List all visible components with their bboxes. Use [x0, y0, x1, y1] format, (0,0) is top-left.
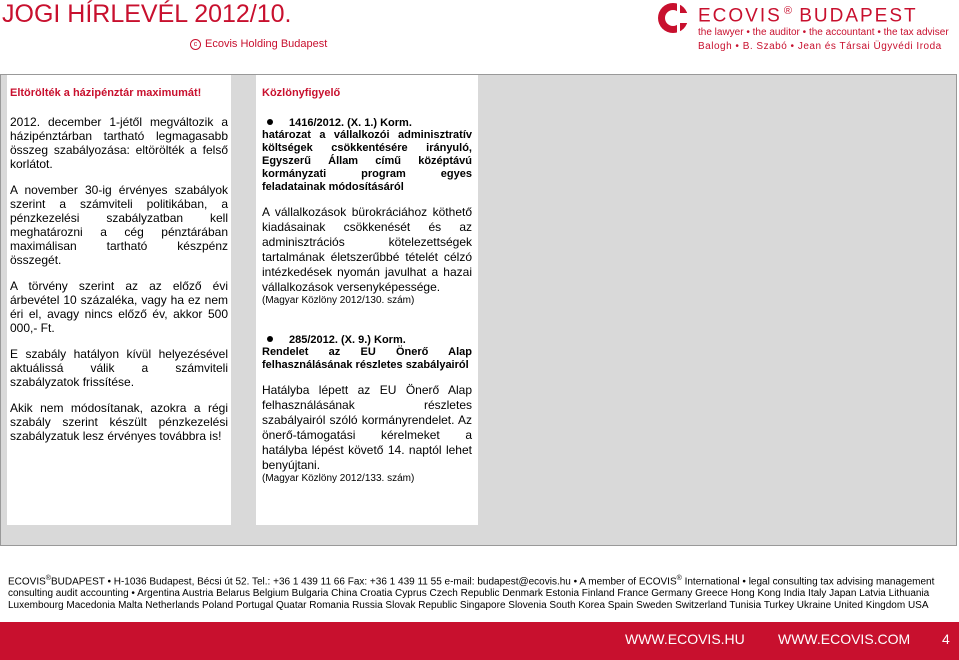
- page-number: 4: [942, 631, 950, 647]
- newsletter-title: JOGI HÍRLEVÉL 2012/10.: [2, 0, 292, 28]
- footer-line-3: Luxembourg Macedonia Malta Netherlands Poland Portugal Quatar Romania Russia Slovak Republic Singapore Slovenia South Korea Spain Sweden Switzerland Tunisia Turkey Ukraine United Kingdom USA: [8, 600, 929, 612]
- gazette-item-body: Hatályba lépett az EU Önerő Alap felhasználásának részletes szabályairól szóló kormányrendelet. Az önerő-támogatási kérelmeket a hatályba lépést követő 14. naptól lehet benyújtani. (Magyar Közlöny 2012/133. szám): [262, 383, 472, 484]
- bullet-icon: [267, 336, 273, 342]
- tagline: the lawyer • the auditor • the accountant • the tax adviser: [698, 27, 949, 38]
- right-column: [256, 75, 478, 525]
- gazette-item-ref: 285/2012. (X. 9.) Korm.: [267, 334, 472, 346]
- gazette-source: (Magyar Közlöny 2012/133. szám): [262, 473, 415, 484]
- right-heading: Közlönyfigyelő: [262, 87, 341, 99]
- left-column: [7, 75, 231, 525]
- left-heading: Eltörölték a házipénztár maximumát!: [10, 87, 202, 99]
- footer-line-1: ECOVIS®BUDAPEST • H-1036 Budapest, Bécsi út 52. Tel.: +36 1 439 11 66 Fax: +36 1 439 11 55 e-mail: budapest@ecovis.hu • A member of ECOVIS® International • legal consulting tax advising management: [8, 575, 935, 588]
- left-paragraph: E szabály hatályon kívül helyezésével aktuálissá válik a számviteli szabályzatok frissítése.: [10, 347, 228, 389]
- left-body: [10, 115, 228, 455]
- law-firm-name: Balogh • B. Szabó • Jean és Társai Ügyvédi Iroda: [698, 41, 942, 52]
- left-paragraph: 2012. december 1-jétől megváltozik a házipénztárban tartható legmagasabb összeg szabályozása: eltörölték a felső korlátot.: [10, 115, 228, 171]
- footer-contact: [8, 573, 953, 612]
- footer-line-2: consulting audit accounting • Argentina Austria Belarus Belgium Bulgaria China Croatia Cyprus Czech Republic Denmark Estonia Finland France Germany Greece Hong Kong India Italy Japan Latvia Lithuania: [8, 588, 930, 600]
- gazette-item-title: határozat a vállalkozói adminisztratív költségek csökkentésére irányuló, Egyszerű Állam című középtávú kormányzati program egyes feladatainak módosításáról: [262, 129, 472, 193]
- left-paragraph: A törvény szerint az az előző évi árbevétel 10 százaléka, vagy ha ez nem éri el, avagy nincs előző év, akkor 500 000,- Ft.: [10, 279, 228, 335]
- gazette-item-ref: 1416/2012. (X. 1.) Korm.: [267, 117, 472, 129]
- bullet-icon: [267, 119, 273, 125]
- ecovis-logo-text: ECOVIS ® BUDAPEST: [698, 5, 918, 27]
- gazette-item-title: Rendelet az EU Önerő Alap felhasználásának részletes szabályairól: [262, 346, 472, 371]
- gazette-source: (Magyar Közlöny 2012/130. szám): [262, 295, 415, 306]
- content-frame: [0, 74, 957, 546]
- newsletter-subtitle: [190, 38, 327, 50]
- website-link-com[interactable]: WWW.ECOVIS.COM: [778, 631, 911, 647]
- footer-bar: [0, 622, 959, 660]
- left-paragraph: Akik nem módosítanak, azokra a régi szabály szerint készült pénzkezelési szabályzatuk lesz érvényes továbbra is!: [10, 401, 228, 443]
- left-paragraph: A november 30-ig érvényes szabályok szerint a számviteli politikában, a pénzkezelési szabályzatban kell meghatározni a cég pénztárában maximálisan tartható készpénz összegét.: [10, 183, 228, 267]
- copyright-icon: c: [190, 39, 201, 50]
- subtitle-text: Ecovis Holding Budapest: [205, 38, 328, 50]
- ecovis-logo-icon: [657, 2, 689, 34]
- gazette-item-body: A vállalkozások bürokráciához köthető kiadásainak csökkenését és az adminisztrációs kötelezettségek tartalmának életszerűbbé tételét célzó intézkedések nyomán javulhat a hazai vállalkozások versenyképessége. (Magyar Közlöny 2012/130. szám): [262, 205, 472, 306]
- website-link-hu[interactable]: WWW.ECOVIS.HU: [625, 631, 745, 647]
